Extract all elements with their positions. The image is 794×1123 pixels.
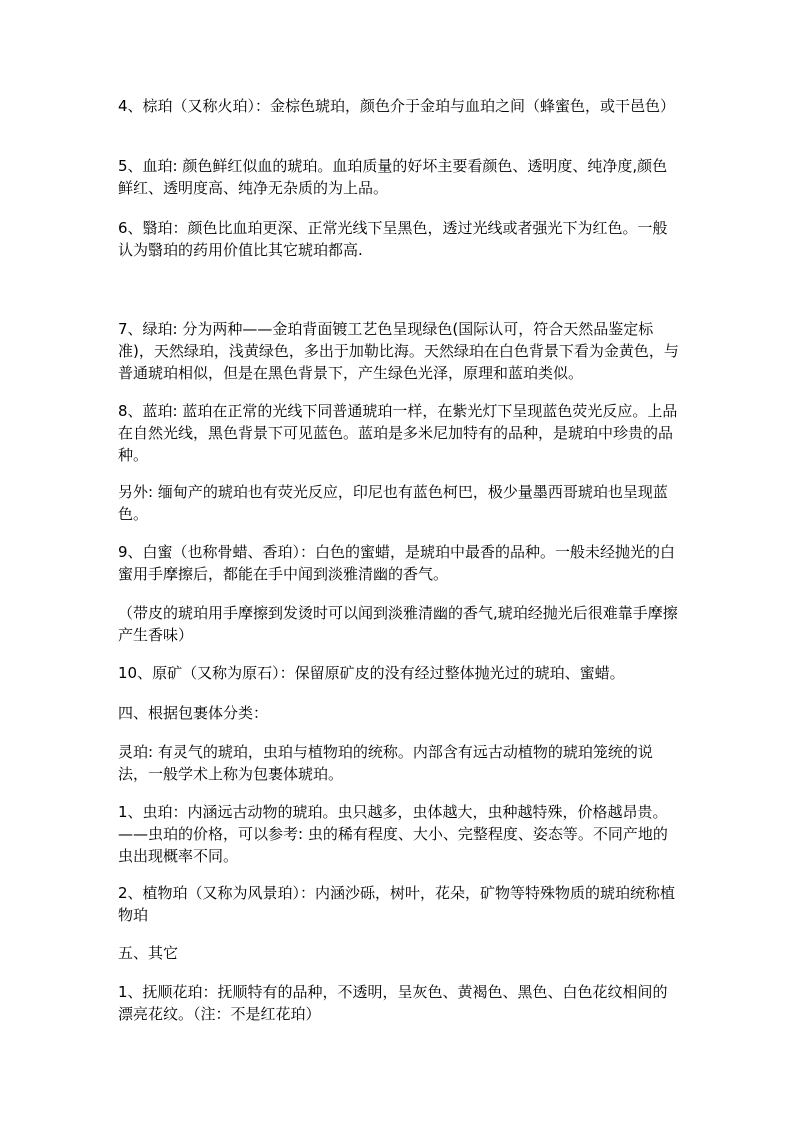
paragraph-white-honey-note: （带皮的琥珀用手摩擦到发烫时可以闻到淡雅清幽的香气,琥珀经抛光后很难靠手摩擦产生香味） [118,604,678,644]
paragraph-raw-ore: 10、原矿（又称为原石）：保留原矿皮的没有经过整体抛光过的琥珀、蜜蜡。 [118,664,625,682]
paragraph-blue-amber-note: 另外: 缅甸产的琥珀也有荧光反应，印尼也有蓝色柯巴，极少量墨西哥琥珀也呈现蓝色。 [118,483,668,523]
paragraph-blue-amber: 8、蓝珀: 蓝珀在正常的光线下同普通琥珀一样，在紫光灯下呈现蓝色荧光反应。上品在自然光线，黑色背景下可见蓝色。蓝珀是多米尼加特有的品种，是琥珀中珍贵的品种。 [118,402,678,464]
section-heading-inclusion: 四、根据包裹体分类： [118,704,269,722]
section-heading-other: 五、其它 [118,944,179,962]
paragraph-green-amber: 7、绿珀: 分为两种——金珀背面镀工艺色呈现绿色(国际认可，符合天然品鉴定标准)，天然绿珀，浅黄绿色，多出于加勒比海。天然绿珀在白色背景下看为金黄色，与普通琥珀相似，但是在黑色背景下，产生绿色光泽，原理和蓝珀类似。 [118,320,679,382]
paragraph-spirit-amber: 灵珀: 有灵气的琥珀，虫珀与植物珀的统称。内部含有远古动植物的琥珀笼统的说法，一般学术上称为包裹体琥珀。 [118,743,653,783]
paragraph-insect-amber: 1、虫珀：内涵远古动物的琥珀。虫只越多，虫体越大，虫种越特殊，价格越昂贵。——虫珀的价格，可以参考: 虫的稀有程度、大小、完整程度、姿态等。不同产地的虫出现概率不同。 [118,803,668,865]
paragraph-white-honey: 9、白蜜（也称骨蜡、香珀）：白色的蜜蜡，是琥珀中最香的品种。一般未经抛光的白蜜用手摩擦后，都能在手中闻到淡雅清幽的香气。 [118,543,676,583]
paragraph-blood-amber: 5、血珀: 颜色鲜红似血的琥珀。血珀质量的好坏主要看颜色、透明度、纯净度,颜色鲜红、透明度高、纯净无杂质的为上品。 [118,157,668,197]
paragraph-amber-brown: 4、棕珀（又称火珀）：金棕色琥珀，颜色介于金珀与血珀之间（蜂蜜色，或干邑色） [118,97,676,115]
paragraph-fushun-flower-amber: 1、抚顺花珀：抚顺特有的品种，不透明，呈灰色、黄褐色、黑色、白色花纹相间的漂亮花纹。（注：不是红花珀） [118,983,668,1023]
paragraph-dark-amber: 6、翳珀：颜色比血珀更深、正常光线下呈黑色，透过光线或者强光下为红色。一般认为翳珀的药用价值比其它琥珀都高. [118,219,668,259]
paragraph-plant-amber: 2、植物珀（又称为风景珀）：内涵沙砾，树叶，花朵，矿物等特殊物质的琥珀统称植物珀 [118,884,676,924]
